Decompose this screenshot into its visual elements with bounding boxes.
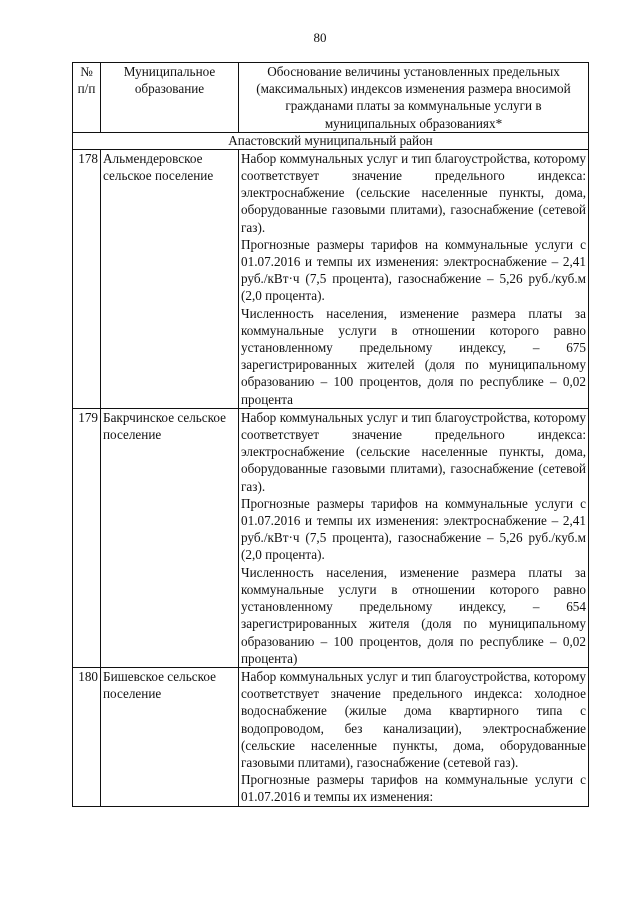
page-number: 80	[313, 30, 327, 45]
table-row	[73, 667, 589, 806]
paragraph-services: Набор коммунальных услуг и тип благоустройства, которому соответствует значение предельного индекса: электроснабжение (сельские населенные пункты, дома, оборудованные газовыми плитами), газоснабжение (сетевой газ).	[241, 150, 586, 235]
justification-cell	[239, 667, 589, 806]
row-number: 179	[73, 408, 101, 667]
justification-cell	[239, 408, 589, 667]
paragraph-population: Численность населения, изменение размера платы за коммунальные услуги в отношении которого равно установленному предельному индексу, – 675 зарегистрированных жителей (доля по муниципальному образованию – 100 процентов, доля по республике – 0,02 процента	[241, 305, 586, 407]
paragraph-tariffs: Прогнозные размеры тарифов на коммунальные услуги с 01.07.2016 и темпы их изменения: электроснабжение – 2,41 руб./кВт·ч (7,5 процента), газоснабжение – 5,26 руб./куб.м (2,0 процента).	[241, 495, 586, 563]
paragraph-tariffs: Прогнозные размеры тарифов на коммунальные услуги с 01.07.2016 и темпы их изменения: электроснабжение – 2,41 руб./кВт·ч (7,5 процента), газоснабжение – 5,26 руб./куб.м (2,0 процента).	[241, 236, 586, 304]
paragraph-population: Численность населения, изменение размера платы за коммунальные услуги в отношении которого равно установленному предельному индексу, – 654 зарегистрированных жителя (доля по муниципальному образованию – 100 процентов, доля по республике – 0,02 процента)	[241, 564, 586, 666]
municipality-name: Альмендеровское сельское поселение	[101, 149, 239, 408]
table-row	[73, 149, 589, 408]
paragraph-tariffs: Прогнозные размеры тарифов на коммунальные услуги с 01.07.2016 и темпы их изменения:	[241, 772, 586, 805]
paragraph-services: Набор коммунальных услуг и тип благоустройства, которому соответствует значение предельного индекса: электроснабжение (сельские населенные пункты, дома, оборудованные газовыми плитами), газоснабжение (сетевой газ).	[241, 409, 586, 494]
header-row	[73, 63, 589, 133]
municipality-name: Бакрчинское сельское поселение	[101, 408, 239, 667]
municipality-name: Бишевское сельское поселение	[101, 667, 239, 806]
row-number: 180	[73, 667, 101, 806]
header-municipality: Муниципальное образование	[101, 63, 239, 133]
header-num: № п/п	[73, 63, 101, 133]
tariff-index-table	[72, 62, 589, 807]
district-row	[73, 132, 589, 149]
justification-cell	[239, 149, 589, 408]
header-justification: Обоснование величины установленных предельных (максимальных) индексов изменения размера вносимой гражданами платы за коммунальные услуги в муниципальных образованиях*	[239, 63, 589, 133]
table-row	[73, 408, 589, 667]
row-number: 178	[73, 149, 101, 408]
district-name: Апастовский муниципальный район	[73, 132, 589, 149]
paragraph-services: Набор коммунальных услуг и тип благоустройства, которому соответствует значение предельного индекса: холодное водоснабжение (жилые дома квартирного типа с водопроводом, без канализации), электроснабжение (сельские населенные пункты, дома, оборудованные газовыми плитами), газоснабжение (сетевой газ).	[241, 668, 586, 770]
